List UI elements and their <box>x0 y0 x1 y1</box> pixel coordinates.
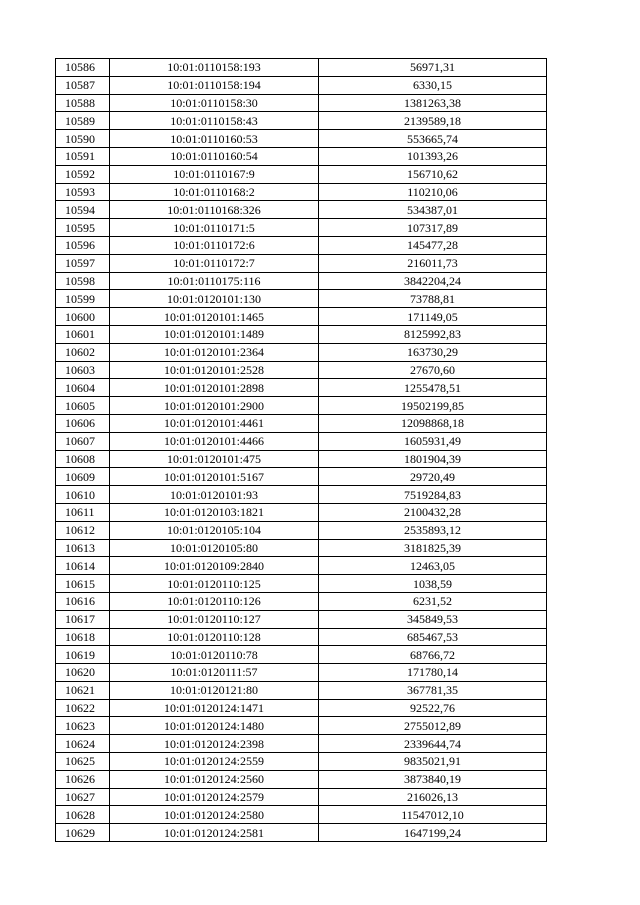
table-row <box>56 165 547 183</box>
table-row <box>56 432 547 450</box>
table-row <box>56 788 547 806</box>
row-number-cell: 10596 <box>56 236 110 254</box>
cadastral-number-cell: 10:01:0120124:2559 <box>110 753 319 771</box>
row-number-cell: 10614 <box>56 557 110 575</box>
row-number-cell: 10615 <box>56 575 110 593</box>
cadastral-number-cell: 10:01:0120110:126 <box>110 592 319 610</box>
table-row <box>56 753 547 771</box>
cadastral-value-cell: 107317,89 <box>319 219 547 237</box>
cadastral-number-cell: 10:01:0110158:194 <box>110 76 319 94</box>
row-number-cell: 10610 <box>56 486 110 504</box>
cadastral-value-cell: 27670,60 <box>319 361 547 379</box>
cadastral-number-cell: 10:01:0120101:130 <box>110 290 319 308</box>
cadastral-number-cell: 10:01:0110168:2 <box>110 183 319 201</box>
cadastral-value-cell: 3181825,39 <box>319 539 547 557</box>
cadastral-number-cell: 10:01:0120124:1471 <box>110 699 319 717</box>
cadastral-value-cell: 1605931,49 <box>319 432 547 450</box>
cadastral-number-cell: 10:01:0120110:127 <box>110 610 319 628</box>
cadastral-number-cell: 10:01:0120101:4466 <box>110 432 319 450</box>
cadastral-number-cell: 10:01:0120124:2560 <box>110 770 319 788</box>
row-number-cell: 10591 <box>56 147 110 165</box>
table-row <box>56 735 547 753</box>
table-row <box>56 397 547 415</box>
row-number-cell: 10625 <box>56 753 110 771</box>
table-row <box>56 521 547 539</box>
cadastral-value-cell: 163730,29 <box>319 343 547 361</box>
cadastral-number-cell: 10:01:0120101:1465 <box>110 308 319 326</box>
row-number-cell: 10589 <box>56 112 110 130</box>
row-number-cell: 10586 <box>56 59 110 77</box>
table-row <box>56 254 547 272</box>
row-number-cell: 10618 <box>56 628 110 646</box>
row-number-cell: 10608 <box>56 450 110 468</box>
cadastral-number-cell: 10:01:0120101:2364 <box>110 343 319 361</box>
cadastral-number-cell: 10:01:0110168:326 <box>110 201 319 219</box>
row-number-cell: 10602 <box>56 343 110 361</box>
cadastral-value-cell: 2535893,12 <box>319 521 547 539</box>
cadastral-number-cell: 10:01:0120111:57 <box>110 664 319 682</box>
cadastral-number-cell: 10:01:0120124:2581 <box>110 824 319 842</box>
cadastral-number-cell: 10:01:0120110:78 <box>110 646 319 664</box>
cadastral-value-cell: 56971,31 <box>319 59 547 77</box>
cadastral-value-cell: 3873840,19 <box>319 770 547 788</box>
cadastral-value-cell: 367781,35 <box>319 681 547 699</box>
row-number-cell: 10603 <box>56 361 110 379</box>
cadastral-number-cell: 10:01:0120101:2898 <box>110 379 319 397</box>
table-row <box>56 94 547 112</box>
cadastral-number-cell: 10:01:0120101:475 <box>110 450 319 468</box>
cadastral-number-cell: 10:01:0120121:80 <box>110 681 319 699</box>
row-number-cell: 10620 <box>56 664 110 682</box>
cadastral-value-cell: 345849,53 <box>319 610 547 628</box>
cadastral-number-cell: 10:01:0110175:116 <box>110 272 319 290</box>
cadastral-value-cell: 6330,15 <box>319 76 547 94</box>
table-row <box>56 272 547 290</box>
cadastral-value-cell: 2139589,18 <box>319 112 547 130</box>
row-number-cell: 10592 <box>56 165 110 183</box>
cadastral-number-cell: 10:01:0120124:1480 <box>110 717 319 735</box>
table-row <box>56 770 547 788</box>
table-row <box>56 343 547 361</box>
cadastral-number-cell: 10:01:0110158:193 <box>110 59 319 77</box>
cadastral-value-cell: 11547012,10 <box>319 806 547 824</box>
row-number-cell: 10605 <box>56 397 110 415</box>
row-number-cell: 10619 <box>56 646 110 664</box>
cadastral-value-cell: 19502199,85 <box>319 397 547 415</box>
row-number-cell: 10593 <box>56 183 110 201</box>
cadastral-value-cell: 171149,05 <box>319 308 547 326</box>
table-row <box>56 236 547 254</box>
cadastral-value-cell: 110210,06 <box>319 183 547 201</box>
row-number-cell: 10628 <box>56 806 110 824</box>
table-row <box>56 468 547 486</box>
row-number-cell: 10629 <box>56 824 110 842</box>
table-row <box>56 592 547 610</box>
table-row <box>56 59 547 77</box>
table-row <box>56 610 547 628</box>
table-row <box>56 486 547 504</box>
cadastral-value-cell: 1801904,39 <box>319 450 547 468</box>
cadastral-value-cell: 12463,05 <box>319 557 547 575</box>
cadastral-number-cell: 10:01:0110160:53 <box>110 130 319 148</box>
table-row <box>56 824 547 842</box>
cadastral-number-cell: 10:01:0120103:1821 <box>110 503 319 521</box>
table-row <box>56 76 547 94</box>
row-number-cell: 10627 <box>56 788 110 806</box>
row-number-cell: 10622 <box>56 699 110 717</box>
table-row <box>56 290 547 308</box>
cadastral-number-cell: 10:01:0120101:1489 <box>110 325 319 343</box>
cadastral-number-cell: 10:01:0120124:2579 <box>110 788 319 806</box>
table-row <box>56 379 547 397</box>
row-number-cell: 10588 <box>56 94 110 112</box>
table-row <box>56 539 547 557</box>
table-row <box>56 646 547 664</box>
table-row <box>56 183 547 201</box>
cadastral-value-cell: 73788,81 <box>319 290 547 308</box>
cadastral-value-cell: 216011,73 <box>319 254 547 272</box>
row-number-cell: 10590 <box>56 130 110 148</box>
cadastral-number-cell: 10:01:0110158:43 <box>110 112 319 130</box>
cadastral-value-cell: 171780,14 <box>319 664 547 682</box>
row-number-cell: 10626 <box>56 770 110 788</box>
cadastral-value-table <box>55 58 547 842</box>
table-row <box>56 681 547 699</box>
cadastral-number-cell: 10:01:0120105:80 <box>110 539 319 557</box>
row-number-cell: 10617 <box>56 610 110 628</box>
row-number-cell: 10599 <box>56 290 110 308</box>
row-number-cell: 10604 <box>56 379 110 397</box>
table-row <box>56 147 547 165</box>
cadastral-number-cell: 10:01:0120124:2580 <box>110 806 319 824</box>
cadastral-value-cell: 101393,26 <box>319 147 547 165</box>
row-number-cell: 10597 <box>56 254 110 272</box>
cadastral-value-cell: 534387,01 <box>319 201 547 219</box>
cadastral-value-cell: 7519284,83 <box>319 486 547 504</box>
cadastral-value-cell: 685467,53 <box>319 628 547 646</box>
row-number-cell: 10587 <box>56 76 110 94</box>
cadastral-value-cell: 1038,59 <box>319 575 547 593</box>
table-row <box>56 361 547 379</box>
cadastral-value-cell: 2755012,89 <box>319 717 547 735</box>
cadastral-value-cell: 145477,28 <box>319 236 547 254</box>
row-number-cell: 10606 <box>56 414 110 432</box>
cadastral-value-cell: 216026,13 <box>319 788 547 806</box>
table-row <box>56 325 547 343</box>
cadastral-value-cell: 9835021,91 <box>319 753 547 771</box>
table-row <box>56 664 547 682</box>
table-row <box>56 557 547 575</box>
table-body <box>56 59 547 842</box>
row-number-cell: 10623 <box>56 717 110 735</box>
row-number-cell: 10612 <box>56 521 110 539</box>
cadastral-number-cell: 10:01:0120101:93 <box>110 486 319 504</box>
cadastral-value-cell: 156710,62 <box>319 165 547 183</box>
cadastral-number-cell: 10:01:0110167:9 <box>110 165 319 183</box>
row-number-cell: 10609 <box>56 468 110 486</box>
cadastral-value-cell: 3842204,24 <box>319 272 547 290</box>
row-number-cell: 10601 <box>56 325 110 343</box>
cadastral-value-cell: 553665,74 <box>319 130 547 148</box>
row-number-cell: 10613 <box>56 539 110 557</box>
cadastral-number-cell: 10:01:0120101:2900 <box>110 397 319 415</box>
table-row <box>56 201 547 219</box>
cadastral-value-cell: 92522,76 <box>319 699 547 717</box>
row-number-cell: 10595 <box>56 219 110 237</box>
cadastral-value-cell: 68766,72 <box>319 646 547 664</box>
cadastral-number-cell: 10:01:0120101:5167 <box>110 468 319 486</box>
table-row <box>56 112 547 130</box>
table-row <box>56 806 547 824</box>
table-row <box>56 130 547 148</box>
cadastral-number-cell: 10:01:0120124:2398 <box>110 735 319 753</box>
cadastral-number-cell: 10:01:0110158:30 <box>110 94 319 112</box>
table-row <box>56 450 547 468</box>
cadastral-number-cell: 10:01:0120110:128 <box>110 628 319 646</box>
cadastral-number-cell: 10:01:0120105:104 <box>110 521 319 539</box>
cadastral-number-cell: 10:01:0110171:5 <box>110 219 319 237</box>
table-row <box>56 717 547 735</box>
row-number-cell: 10611 <box>56 503 110 521</box>
cadastral-value-cell: 2339644,74 <box>319 735 547 753</box>
table-row <box>56 575 547 593</box>
row-number-cell: 10616 <box>56 592 110 610</box>
cadastral-value-cell: 6231,52 <box>319 592 547 610</box>
table-row <box>56 308 547 326</box>
cadastral-number-cell: 10:01:0110172:6 <box>110 236 319 254</box>
cadastral-value-cell: 12098868,18 <box>319 414 547 432</box>
cadastral-number-cell: 10:01:0120110:125 <box>110 575 319 593</box>
table-row <box>56 628 547 646</box>
cadastral-value-cell: 1255478,51 <box>319 379 547 397</box>
row-number-cell: 10624 <box>56 735 110 753</box>
row-number-cell: 10594 <box>56 201 110 219</box>
row-number-cell: 10598 <box>56 272 110 290</box>
row-number-cell: 10600 <box>56 308 110 326</box>
cadastral-value-cell: 8125992,83 <box>319 325 547 343</box>
cadastral-value-cell: 1647199,24 <box>319 824 547 842</box>
table-row <box>56 414 547 432</box>
cadastral-number-cell: 10:01:0120101:4461 <box>110 414 319 432</box>
table-row <box>56 219 547 237</box>
cadastral-value-cell: 1381263,38 <box>319 94 547 112</box>
cadastral-value-cell: 2100432,28 <box>319 503 547 521</box>
cadastral-number-cell: 10:01:0120109:2840 <box>110 557 319 575</box>
table-row <box>56 699 547 717</box>
cadastral-number-cell: 10:01:0120101:2528 <box>110 361 319 379</box>
row-number-cell: 10607 <box>56 432 110 450</box>
cadastral-number-cell: 10:01:0110172:7 <box>110 254 319 272</box>
table-row <box>56 503 547 521</box>
row-number-cell: 10621 <box>56 681 110 699</box>
cadastral-value-cell: 29720,49 <box>319 468 547 486</box>
cadastral-number-cell: 10:01:0110160:54 <box>110 147 319 165</box>
